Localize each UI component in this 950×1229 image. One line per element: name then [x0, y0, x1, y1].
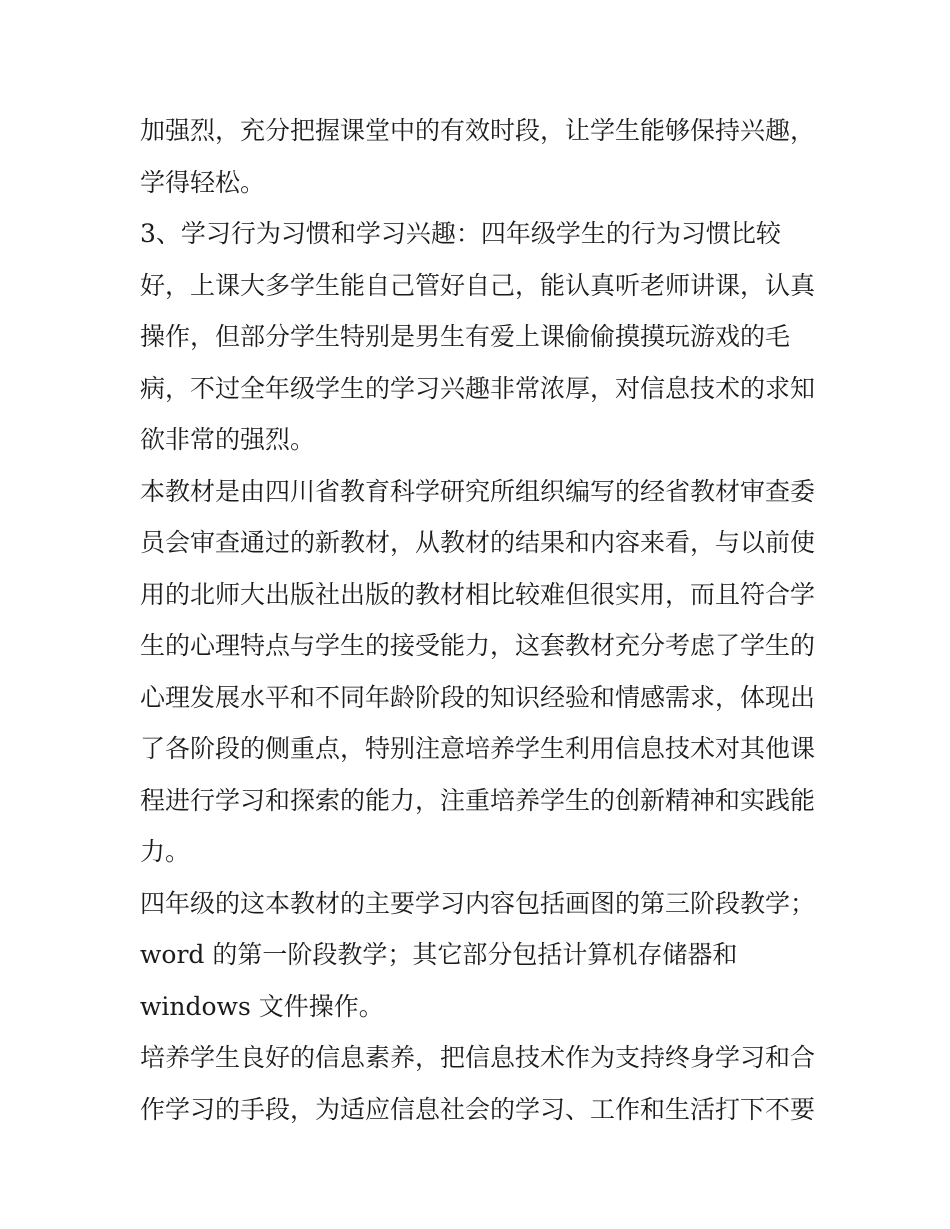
text-line: 好，上课大多学生能自己管好自己，能认真听老师讲课，认真	[140, 270, 816, 300]
text-line: 本教材是由四川省教育科学研究所组织编写的经省教材审查委	[140, 476, 816, 506]
text-line: 生的心理特点与学生的接受能力，这套教材充分考虑了学生的	[140, 631, 816, 660]
text-line: word 的第一阶段教学；其它部分包括计算机存储器和	[140, 940, 738, 969]
text-line: 学得轻松。	[140, 167, 266, 197]
text-line: windows 文件操作。	[140, 991, 384, 1021]
text-line: 3、学习行为习惯和学习兴趣：四年级学生的行为习惯比较	[140, 219, 781, 248]
text-line: 心理发展水平和不同年龄阶段的知识经验和情感需求，体现出	[140, 682, 816, 712]
text-line: 欲非常的强烈。	[140, 425, 316, 454]
text-line: 员会审查通过的新教材，从教材的结果和内容来看，与以前使	[140, 528, 816, 557]
text-line: 用的北师大出版社出版的教材相比较难但很实用，而且符合学	[140, 579, 816, 609]
text-line: 四年级的这本教材的主要学习内容包括画图的第三阶段教学；	[140, 888, 816, 918]
text-line: 培养学生良好的信息素养，把信息技术作为支持终身学习和合	[140, 1043, 816, 1072]
text-line: 加强烈，充分把握课堂中的有效时段，让学生能够保持兴趣，	[140, 116, 816, 145]
text-line: 操作，但部分学生特别是男生有爱上课偷偷摸摸玩游戏的毛	[140, 322, 791, 351]
text-line: 力。	[140, 837, 191, 866]
document-body	[140, 105, 830, 1135]
text-line: 病，不过全年级学生的学习兴趣非常浓厚，对信息技术的求知	[140, 373, 816, 403]
text-line: 作学习的手段，为适应信息社会的学习、工作和生活打下不要	[140, 1094, 816, 1124]
text-line: 了各阶段的侧重点，特别注意培养学生利用信息技术对其他课	[140, 734, 816, 763]
text-line: 程进行学习和探索的能力，注重培养学生的创新精神和实践能	[140, 785, 816, 815]
